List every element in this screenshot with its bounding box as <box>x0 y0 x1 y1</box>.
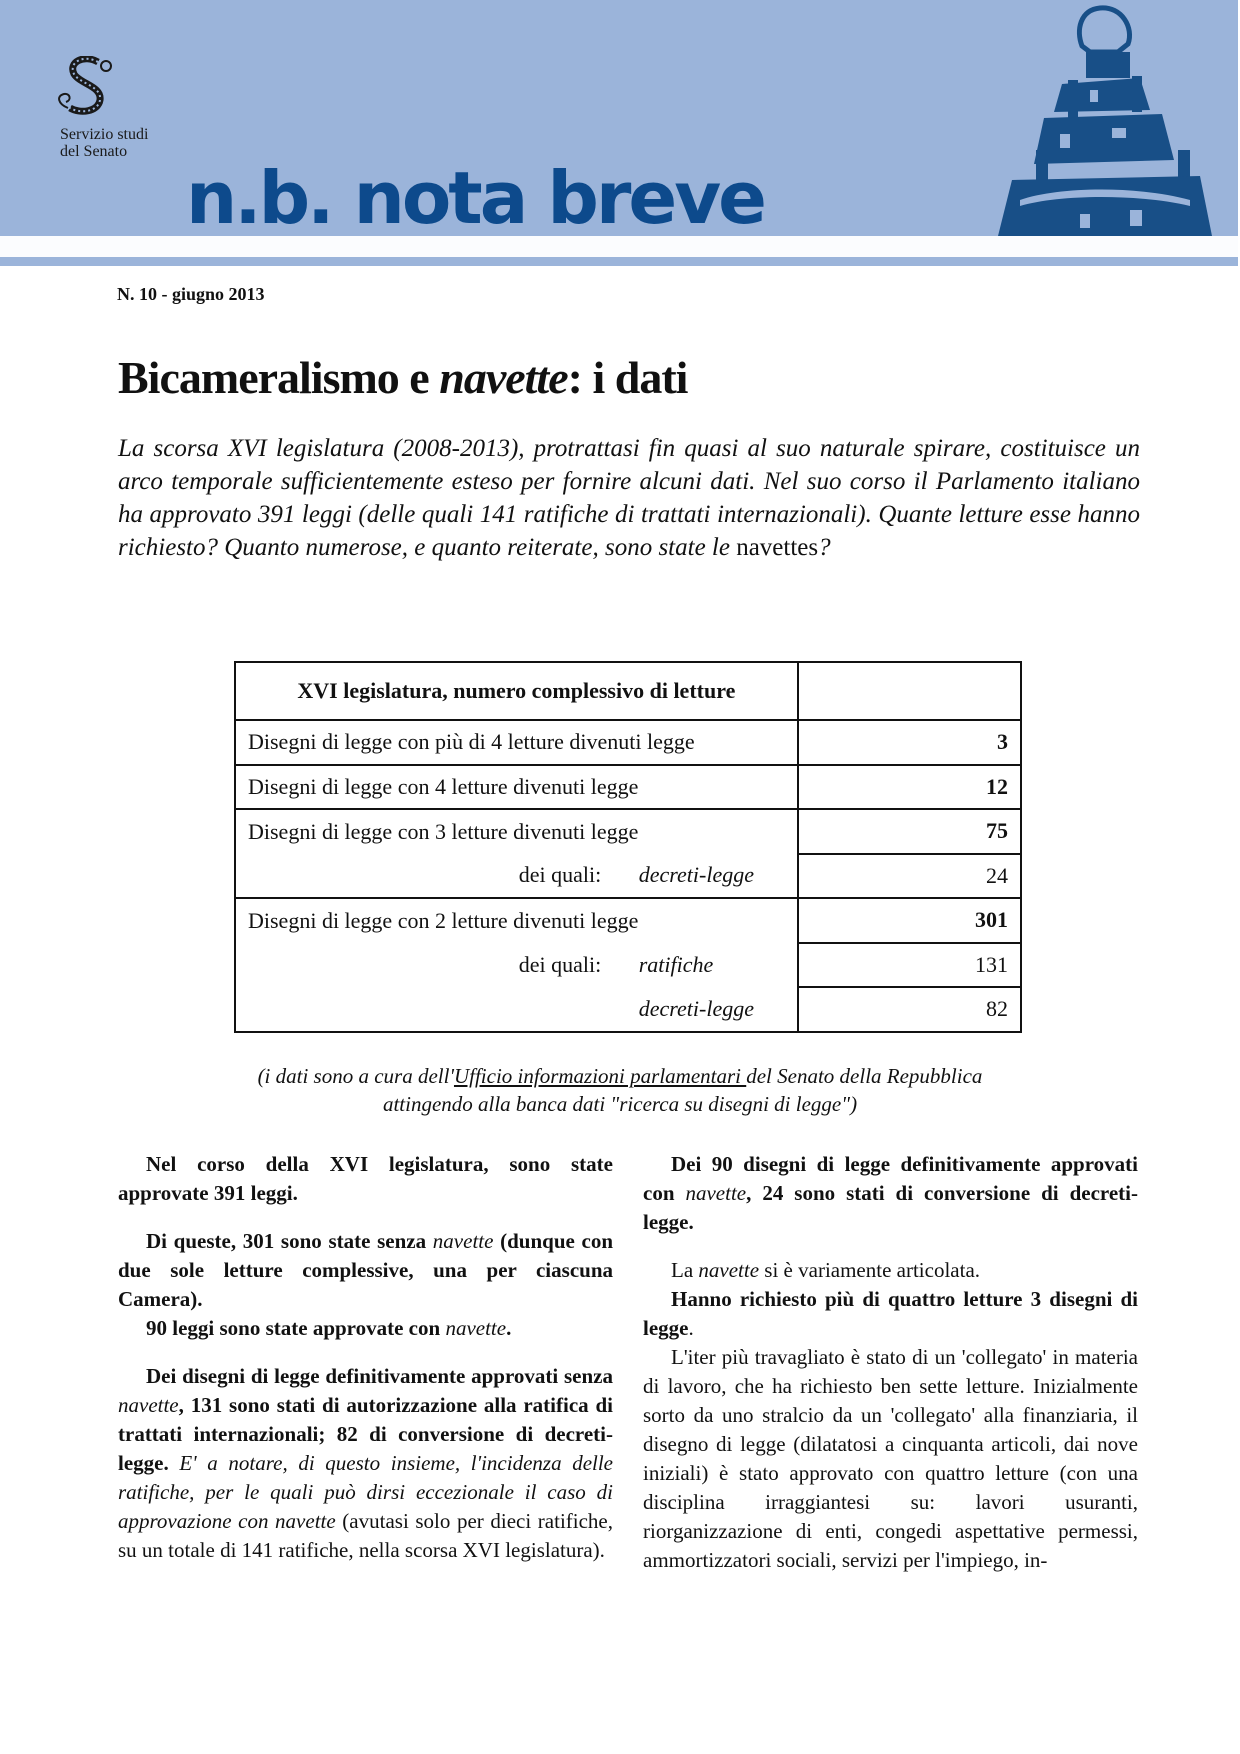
paragraph <box>118 1362 613 1565</box>
table-source-note <box>180 1062 1060 1118</box>
row-value: 12 <box>798 765 1021 810</box>
text: , 131 sono stati di autorizzazione alla ratifica di trattati internazionali; 82 di conversione di decreti-legge. <box>118 1393 613 1475</box>
row-label: Disegni di legge con più di 4 letture divenuti legge <box>235 720 798 765</box>
header-stripe <box>0 257 1238 266</box>
text: , 24 sono stati di conversione di decreti-legge. <box>643 1181 1138 1234</box>
logo-line-2: del Senato <box>60 143 128 160</box>
table-row <box>235 854 1021 899</box>
table-header: XVI legislatura, numero complessivo di letture <box>235 662 798 720</box>
row-label <box>235 943 798 988</box>
source-line-2: attingendo alla banca dati "ricerca su disegni di legge") <box>382 1092 858 1116</box>
intro-end: ? <box>818 534 831 561</box>
text: Di queste, 301 sono state senza <box>146 1229 433 1253</box>
page-title <box>118 352 687 404</box>
text: La <box>671 1258 699 1282</box>
row-value: 131 <box>798 943 1021 988</box>
paragraph <box>643 1256 1138 1285</box>
text: Hanno richiesto più di quattro letture 3 disegni di legge <box>643 1287 1138 1340</box>
table-row <box>235 943 1021 988</box>
text: si è variamente articolata. <box>759 1258 981 1282</box>
intro-text: La scorsa XVI legislatura (2008-2013), protrattasi fin quasi al suo naturale spirare, costituisce un arco temporale sufficientemente esteso per fornire alcuni dati. Nel suo corso il Parlamento italiano ha approvato 391 leggi (delle quali 141 ratifiche di trattati internazionali). Quante letture esse hanno richiesto? Quanto numerose, e quanto reiterate, sono state le <box>118 435 1140 561</box>
readings-table <box>234 661 1022 1033</box>
title-italic: navette <box>439 352 568 403</box>
issue-number: N. 10 - giugno 2013 <box>117 284 265 304</box>
table-row <box>235 809 1021 854</box>
text-italic: navette <box>118 1393 179 1417</box>
header-divider <box>0 236 1238 257</box>
text: Dei 90 disegni di legge definitivamente approvati con <box>643 1152 1138 1205</box>
publication-title: n.b. nota breve <box>186 158 765 236</box>
table-row <box>235 765 1021 810</box>
table-row <box>235 898 1021 943</box>
text: . <box>506 1316 512 1340</box>
text: (dunque con due sole letture complessive, una per ciascuna Camera). <box>118 1229 613 1311</box>
text: . <box>688 1316 694 1340</box>
text: 90 leggi sono state approvate con <box>146 1316 446 1340</box>
table-header-value <box>798 662 1021 720</box>
row-qualifier: dei quali: <box>518 951 602 977</box>
row-qualifier: dei quali: <box>518 862 602 888</box>
paragraph <box>643 1150 1138 1237</box>
text-italic: navette <box>685 1181 747 1205</box>
text-italic: navette <box>445 1316 507 1340</box>
row-kind: decreti-legge <box>638 995 754 1021</box>
source-text-end: del Senato della Repubblica <box>746 1064 983 1088</box>
row-label: Disegni di legge con 3 letture divenuti legge <box>235 809 798 854</box>
table-header-row <box>235 662 1021 720</box>
table-row <box>235 720 1021 765</box>
text-italic: navette <box>432 1229 494 1253</box>
source-text: (i dati sono a cura dell' <box>257 1064 454 1088</box>
row-value: 3 <box>798 720 1021 765</box>
logo-text <box>60 126 148 160</box>
row-kind: decreti-legge <box>638 862 754 888</box>
intro-paragraph <box>118 432 1140 564</box>
source-link[interactable]: Ufficio informazioni parlamentari <box>453 1064 747 1088</box>
row-value: 24 <box>798 854 1021 899</box>
paragraph: Nel corso della XVI legislatura, sono state approvate 391 leggi. <box>118 1152 613 1205</box>
dome-illustration-icon <box>990 0 1215 236</box>
logo-line-1: Servizio studi <box>60 126 149 143</box>
paragraph <box>643 1285 1138 1343</box>
row-label: Disegni di legge con 2 letture divenuti legge <box>235 898 798 943</box>
row-kind: ratifiche <box>638 951 714 977</box>
row-value: 301 <box>798 898 1021 943</box>
row-qualifier <box>519 996 639 1022</box>
paragraph: L'iter più travagliato è stato di un 'collegato' in materia di lavoro, che ha richiesto ben sette letture. Inizialmente sorto da uno stralcio da un 'collegato' alla finanziaria, il disegno di legge (dilatatosi a cinquanta articoli, dai nove iniziali) è stato approvato con quattro letture (con una disciplina irraggiantesi su: lavori usuranti, riorganizzazione di enti, congedi aspettative permessi, ammortizzatori sociali, servizi per l'impiego, in- <box>643 1345 1138 1572</box>
row-value: 75 <box>798 809 1021 854</box>
text: Dei disegni di legge definitivamente approvati senza <box>146 1364 613 1388</box>
right-column <box>643 1150 1138 1575</box>
text-italic: navette <box>698 1258 760 1282</box>
title-text: Bicameralismo e <box>118 352 440 403</box>
title-suffix: : i dati <box>567 352 688 403</box>
intro-navettes: navettes <box>736 534 819 561</box>
table-row <box>235 987 1021 1032</box>
row-label: Disegni di legge con 4 letture divenuti legge <box>235 765 798 810</box>
text-italic: E' a notare, di questo insieme, l'incidenza delle ratifiche, per le quali può dirsi eccezionale il caso di approvazione con navette <box>118 1451 613 1533</box>
row-label <box>235 854 798 899</box>
row-label <box>235 987 798 1032</box>
text: (avutasi solo per dieci ratifiche, su un totale di 141 ratifiche, nella scorsa XVI legislatura). <box>118 1509 614 1562</box>
paragraph <box>118 1314 613 1343</box>
left-column <box>118 1150 613 1565</box>
paragraph <box>118 1227 613 1314</box>
decorative-s-icon <box>54 56 124 120</box>
row-value: 82 <box>798 987 1021 1032</box>
